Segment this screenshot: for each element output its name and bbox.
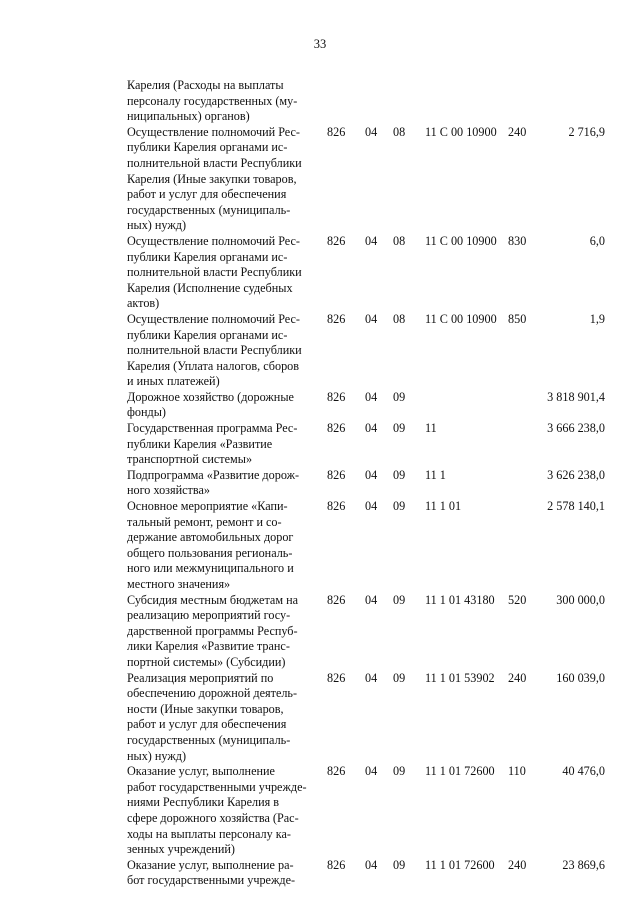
table-row — [127, 312, 605, 390]
section-code: 04 — [365, 467, 378, 482]
section-code: 04 — [365, 764, 378, 779]
row-name: Основное мероприятие «Капи- тальный ремонт, ремонт и со- держание автомобильных дорог общего пользования региональ- ного или межмуниципального и местного значения» — [127, 499, 294, 591]
target-item-code: 11 1 — [425, 467, 446, 482]
section-code: 04 — [365, 389, 378, 404]
expense-type-code: 850 — [508, 311, 527, 326]
table-row — [127, 421, 605, 468]
subsection-code: 09 — [393, 592, 406, 607]
target-item-code: 11 — [425, 421, 437, 436]
amount: 23 869,6 — [562, 857, 605, 872]
subsection-code: 09 — [393, 499, 406, 514]
row-name: Осуществление полномочий Рес- публики Карелия органами ис- полнительной власти Республики Карелия (Исполнение судебных актов) — [127, 233, 302, 311]
table-row — [127, 390, 605, 421]
department-code: 826 — [327, 421, 346, 436]
amount: 40 476,0 — [562, 764, 605, 779]
row-name: Субсидия местным бюджетам на реализацию мероприятий госу- дарственной программы Респуб- лики Карелия «Развитие транс- портной системы» (Субсидии) — [127, 592, 299, 669]
section-code: 04 — [365, 592, 378, 607]
expense-type-code: 240 — [508, 857, 527, 872]
subsection-code: 08 — [393, 311, 406, 326]
target-item-code: 11 С 00 10900 — [425, 124, 497, 139]
table-row — [127, 78, 605, 125]
department-code: 826 — [327, 857, 346, 872]
subsection-code: 08 — [393, 124, 406, 139]
section-code: 04 — [365, 233, 378, 248]
section-code: 04 — [365, 421, 378, 436]
target-item-code: 11 С 00 10900 — [425, 233, 497, 248]
department-code: 826 — [327, 670, 346, 685]
amount: 2 578 140,1 — [547, 499, 605, 514]
target-item-code: 11 1 01 72600 — [425, 857, 495, 872]
table-row — [127, 125, 605, 234]
target-item-code: 11 С 00 10900 — [425, 311, 497, 326]
section-code: 04 — [365, 311, 378, 326]
amount: 3 818 901,4 — [547, 389, 605, 404]
expense-type-code: 240 — [508, 670, 527, 685]
section-code: 04 — [365, 499, 378, 514]
table-row — [127, 764, 605, 858]
row-name: Осуществление полномочий Рес- публики Карелия органами ис- полнительной власти Республики Карелия (Уплата налогов, сборов и иных платежей) — [127, 311, 302, 389]
department-code: 826 — [327, 389, 346, 404]
amount: 160 039,0 — [556, 670, 605, 685]
row-name: Реализация мероприятий по обеспечению дорожной деятель- ности (Иные закупки товаров, работ и услуг для обеспечения государственных (муниципаль- ных) нужд) — [127, 670, 298, 763]
row-name: Подпрограмма «Развитие дорож- ного хозяйства» — [127, 467, 300, 498]
target-item-code: 11 1 01 43180 — [425, 592, 495, 607]
row-name: Государственная программа Рес- публики Карелия «Развитие транспортной системы» — [127, 421, 298, 467]
row-name: Осуществление полномочий Рес- публики Карелия органами ис- полнительной власти Республики Карелия (Иные закупки товаров, работ и услуг для обеспечения государственных (муниципаль- ных) нужд) — [127, 124, 302, 233]
section-code: 04 — [365, 857, 378, 872]
department-code: 826 — [327, 124, 346, 139]
row-name: Оказание услуг, выполнение ра- бот государственными учрежде- — [127, 857, 296, 888]
expense-type-code: 520 — [508, 592, 527, 607]
table-row — [127, 671, 605, 765]
subsection-code: 09 — [393, 421, 406, 436]
department-code: 826 — [327, 467, 346, 482]
table-row — [127, 858, 605, 889]
subsection-code: 09 — [393, 467, 406, 482]
subsection-code: 09 — [393, 389, 406, 404]
amount: 2 716,9 — [568, 124, 605, 139]
subsection-code: 09 — [393, 857, 406, 872]
department-code: 826 — [327, 499, 346, 514]
row-name: Дорожное хозяйство (дорожные фонды) — [127, 389, 294, 420]
row-name: Оказание услуг, выполнение работ государственными учрежде- ниями Республики Карелия в сфере дорожного хозяйства (Рас- ходы на выплаты персоналу ка- зенных учреждений) — [127, 764, 307, 857]
page-number: 33 — [313, 37, 327, 51]
amount: 3 666 238,0 — [547, 421, 605, 436]
department-code: 826 — [327, 592, 346, 607]
section-code: 04 — [365, 124, 378, 139]
target-item-code: 11 1 01 53902 — [425, 670, 495, 685]
expense-type-code: 110 — [508, 764, 526, 779]
department-code: 826 — [327, 764, 346, 779]
row-name: Карелия (Расходы на выплаты персоналу государственных (му- ниципальных) органов) — [127, 78, 298, 124]
department-code: 826 — [327, 311, 346, 326]
table-row — [127, 499, 605, 593]
target-item-code: 11 1 01 — [425, 499, 462, 514]
subsection-code: 09 — [393, 670, 406, 685]
amount: 3 626 238,0 — [547, 467, 605, 482]
expense-type-code: 830 — [508, 233, 527, 248]
amount: 1,9 — [589, 311, 605, 326]
table-row — [127, 468, 605, 499]
subsection-code: 08 — [393, 233, 406, 248]
section-code: 04 — [365, 670, 378, 685]
amount: 6,0 — [589, 233, 605, 248]
department-code: 826 — [327, 233, 346, 248]
table-row — [127, 234, 605, 312]
expense-type-code: 240 — [508, 124, 527, 139]
budget-table — [127, 78, 605, 889]
subsection-code: 09 — [393, 764, 406, 779]
amount: 300 000,0 — [556, 592, 605, 607]
target-item-code: 11 1 01 72600 — [425, 764, 495, 779]
table-row — [127, 593, 605, 671]
